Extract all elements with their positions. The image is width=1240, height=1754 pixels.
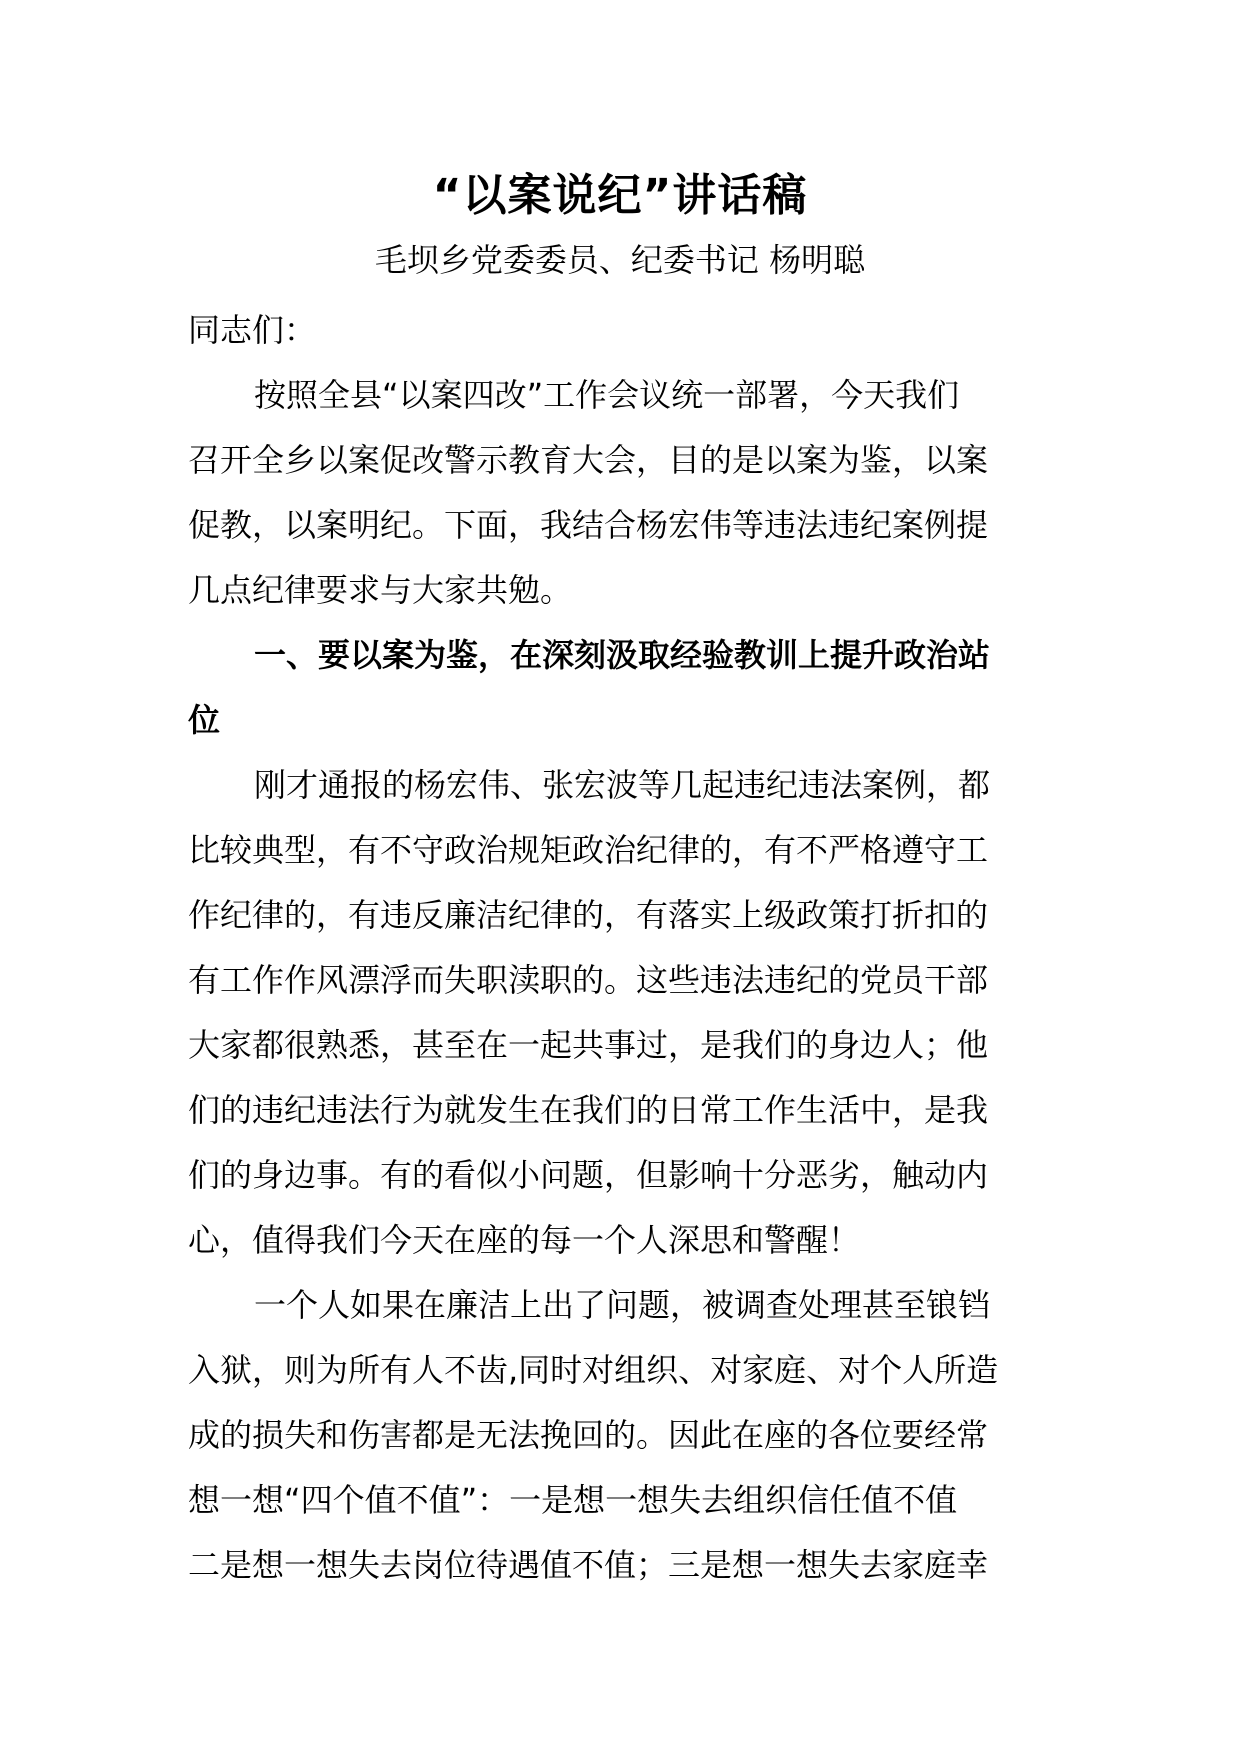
paragraph-2-line: 们的违纪违法行为就发生在我们的日常工作生活中，是我 [188,1091,989,1129]
section-heading-1-line: 一、要以案为鉴，在深刻汲取经验教训上提升政治站 [254,636,991,674]
salutation: 同志们： [188,311,317,349]
paragraph-1-line: 促教，以案明纪。下面，我结合杨宏伟等违法违纪案例提 [188,506,989,544]
paragraph-1-line: 召开全乡以案促改警示教育大会，目的是以案为鉴，以案 [188,441,989,479]
document-byline: 毛坝乡党委委员、纪委书记 杨明聪 [374,241,866,279]
paragraph-3-line: 想一想“四个值不值”：一是想一想失去组织信任值不值 [188,1481,958,1519]
paragraph-3-line: 二是想一想失去岗位待遇值不值；三是想一想失去家庭幸 [188,1546,989,1584]
paragraph-3-line: 一个人如果在廉洁上出了问题，被调查处理甚至锒铛 [254,1286,991,1324]
document-title: “以案说纪”讲话稿 [432,170,808,221]
paragraph-3-line: 成的损失和伤害都是无法挽回的。因此在座的各位要经常 [188,1416,989,1454]
paragraph-1-line: 几点纪律要求与大家共勉。 [188,571,573,609]
paragraph-2-line: 刚才通报的杨宏伟、张宏波等几起违纪违法案例，都 [254,766,991,804]
paragraph-2-line: 大家都很熟悉，甚至在一起共事过，是我们的身边人；他 [188,1026,989,1064]
paragraph-2-line: 比较典型，有不守政治规矩政治纪律的，有不严格遵守工 [188,831,989,869]
paragraph-2-line: 们的身边事。有的看似小问题，但影响十分恶劣，触动内 [188,1156,989,1194]
paragraph-2-line: 作纪律的，有违反廉洁纪律的，有落实上级政策打折扣的 [188,896,989,934]
paragraph-3-line: 入狱，则为所有人不齿,同时对组织、对家庭、对个人所造 [188,1351,999,1389]
document-body [188,298,1058,1598]
paragraph-1-line: 按照全县“以案四改”工作会议统一部署，今天我们 [254,376,960,414]
paragraph-2-line: 心，值得我们今天在座的每一个人深思和警醒！ [188,1221,861,1259]
section-heading-1-line: 位 [188,701,221,739]
paragraph-2-line: 有工作作风漂浮而失职渎职的。这些违法违纪的党员干部 [188,961,989,999]
